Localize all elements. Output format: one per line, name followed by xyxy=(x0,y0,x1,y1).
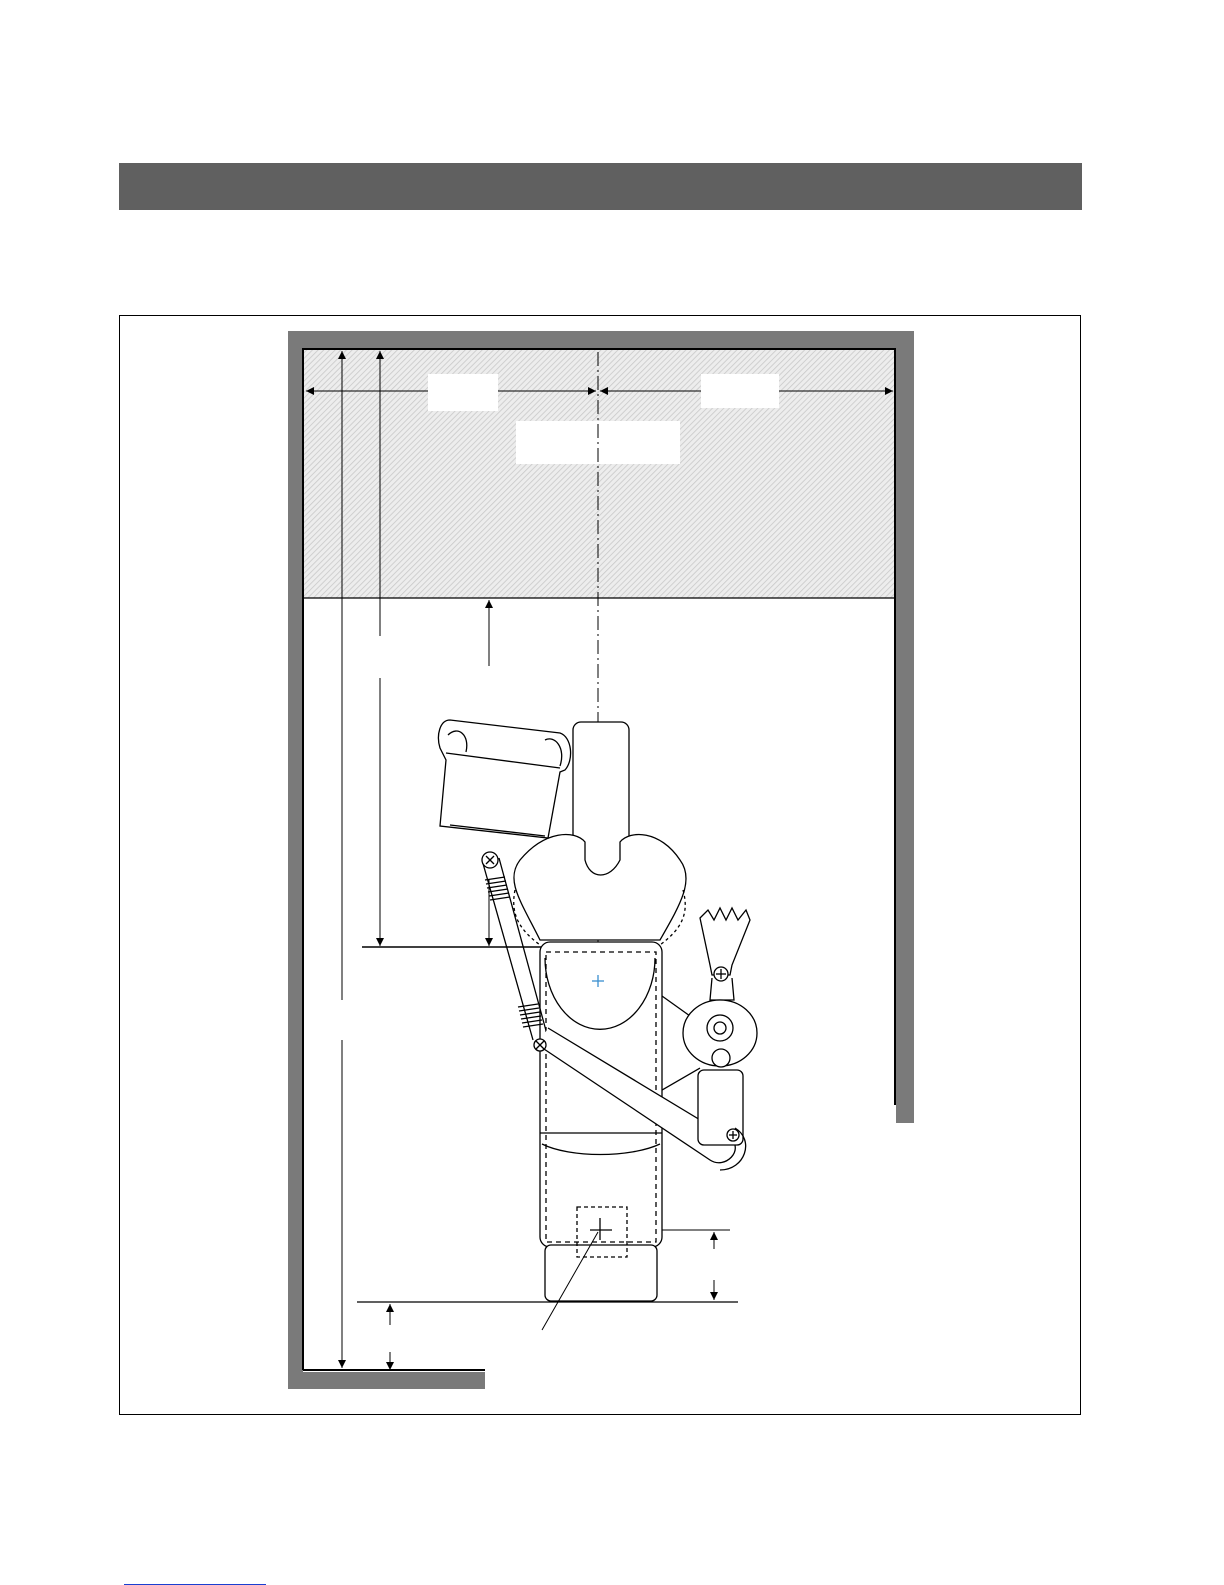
instrument-holder xyxy=(700,908,750,975)
width-left-label-box xyxy=(428,374,498,411)
footrest xyxy=(545,1245,657,1301)
instrument-tray xyxy=(438,720,570,838)
width-right-label-box xyxy=(701,374,779,408)
clearance-zone xyxy=(304,350,894,598)
